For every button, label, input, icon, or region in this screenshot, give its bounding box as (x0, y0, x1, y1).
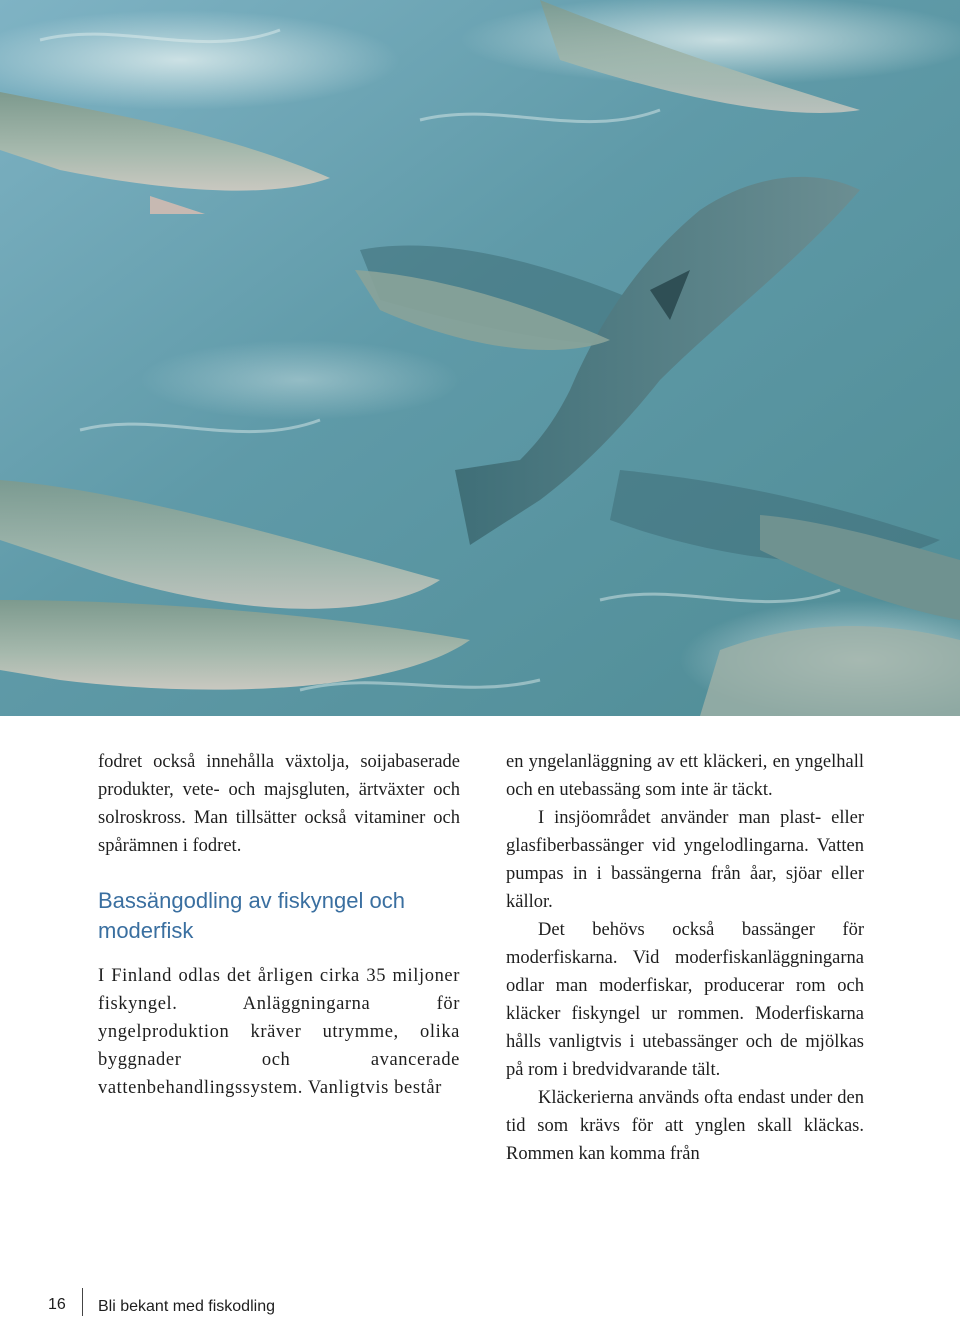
body-paragraph: en yngelanläggning av ett kläckeri, en yngelhall och en utebassäng som inte är täckt. (506, 752, 864, 800)
body-paragraph: I insjöområdet använder man plast- eller glasfiberbassänger vid yngelodlingarna. Vatten pumpas in i bassängerna från åar, sjöar eller källor. (506, 808, 864, 912)
body-paragraph: I Finland odlas det årligen cirka 35 miljoner fiskyngel. Anläggningarna för yngelproduktion kräver utrymme, olika byggnader och avancerade vattenbehandlingssystem. Vanligtvis består (98, 966, 460, 1098)
body-paragraph: fodret också innehålla växtolja, soijabaserade produkter, vete- och majsgluten, ärtväxter och solroskross. Man tillsätter också vitaminer och spårämnen i fodret. (98, 752, 460, 856)
left-column (98, 748, 460, 1102)
footer-title: Bli bekant med fiskodling (98, 1298, 275, 1315)
right-column (506, 748, 864, 1168)
body-paragraph: Kläckerierna används ofta endast under den tid som krävs för att ynglen skall kläckas. Rommen kan komma från (506, 1088, 864, 1164)
body-paragraph: Det behövs också bassänger för moderfiskarna. Vid moderfiskanläggningarna odlar man moderfiskar, producerar rom och kläcker fiskyngel ur rommen. Moderfiskarna hålls vanligtvis i utebassänger och de mjölkas på rom i bredvidvarande tält. (506, 920, 864, 1080)
page-footer (0, 1294, 960, 1318)
page-number: 16 (48, 1296, 66, 1313)
section-heading: Bassängodling av fiskyngel och moderfisk (98, 888, 405, 943)
footer-divider (82, 1288, 83, 1316)
